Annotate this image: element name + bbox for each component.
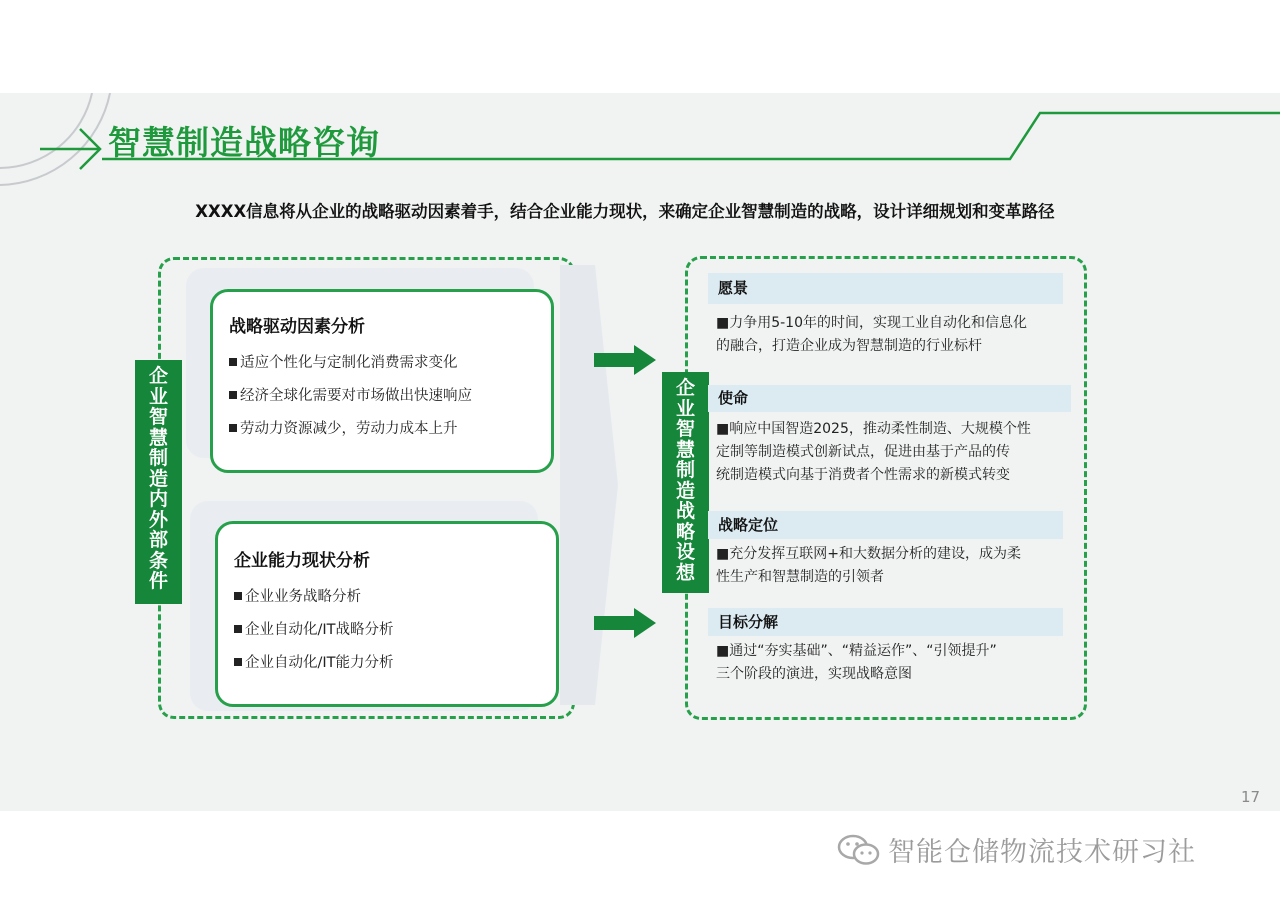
capability-card [215, 521, 559, 707]
bullet-icon [229, 358, 237, 366]
bullet-icon [229, 391, 237, 399]
footer-text: 智能仓储物流技术研习社 [888, 837, 1196, 868]
section-body-goals: ■通过“夯实基础”、“精益运作”、“引领提升” 三个阶段的演进，实现战略意图 [716, 643, 997, 682]
wechat-icon [836, 833, 882, 867]
chevron-shape [560, 265, 620, 705]
list-item: 劳动力资源减少，劳动力成本上升 [229, 417, 537, 438]
list-item: 适应个性化与定制化消费需求变化 [229, 351, 537, 372]
section-body-positioning: ■充分发挥互联网+和大数据分析的建设，成为柔 性生产和智慧制造的引领者 [716, 546, 1021, 585]
right-arrow-icon [594, 345, 658, 375]
bullet-icon [234, 625, 242, 633]
list-item: 企业自动化/IT战略分析 [234, 618, 542, 639]
card-heading: 企业能力现状分析 [234, 551, 370, 571]
strategy-drivers-card [210, 289, 554, 473]
section-body-mission: ■响应中国智造2025，推动柔性制造、大规模个性 定制等制造模式创新试点，促进由基于产品的传 统制造模式向基于消费者个性需求的新模式转变 [716, 421, 1031, 483]
bullet-icon [234, 658, 242, 666]
middle-vertical-label: 企 业 智 慧 制 造 战 略 设 想 [662, 372, 709, 593]
bullet-icon [229, 424, 237, 432]
subtitle: XXXX信息将从企业的战略驱动因素着手，结合企业能力现状，来确定企业智慧制造的战略，设计详细规划和变革路径 [195, 202, 1055, 221]
section-heading-mission: 使命 [708, 385, 1071, 412]
page-number: 17 [1241, 788, 1261, 806]
right-arrow-icon [594, 608, 658, 638]
bullet-icon [234, 592, 242, 600]
list-item: 经济全球化需要对市场做出快速响应 [229, 384, 537, 405]
card-heading: 战略驱动因素分析 [229, 317, 365, 337]
list-item: 企业业务战略分析 [234, 585, 542, 606]
section-heading-positioning: 战略定位 [708, 511, 1063, 539]
page-title: 智慧制造战略咨询 [108, 123, 380, 162]
section-heading-vision: 愿景 [708, 273, 1063, 304]
footer-watermark [836, 830, 1196, 869]
slide [0, 93, 1280, 811]
list-item: 企业自动化/IT能力分析 [234, 651, 542, 672]
left-vertical-label: 企 业 智 慧 制 造 内 外 部 条 件 [135, 360, 182, 604]
section-body-vision: ■力争用5-10年的时间，实现工业自动化和信息化 的融合，打造企业成为智慧制造的行业标杆 [716, 315, 1027, 354]
section-heading-goals: 目标分解 [708, 608, 1063, 636]
